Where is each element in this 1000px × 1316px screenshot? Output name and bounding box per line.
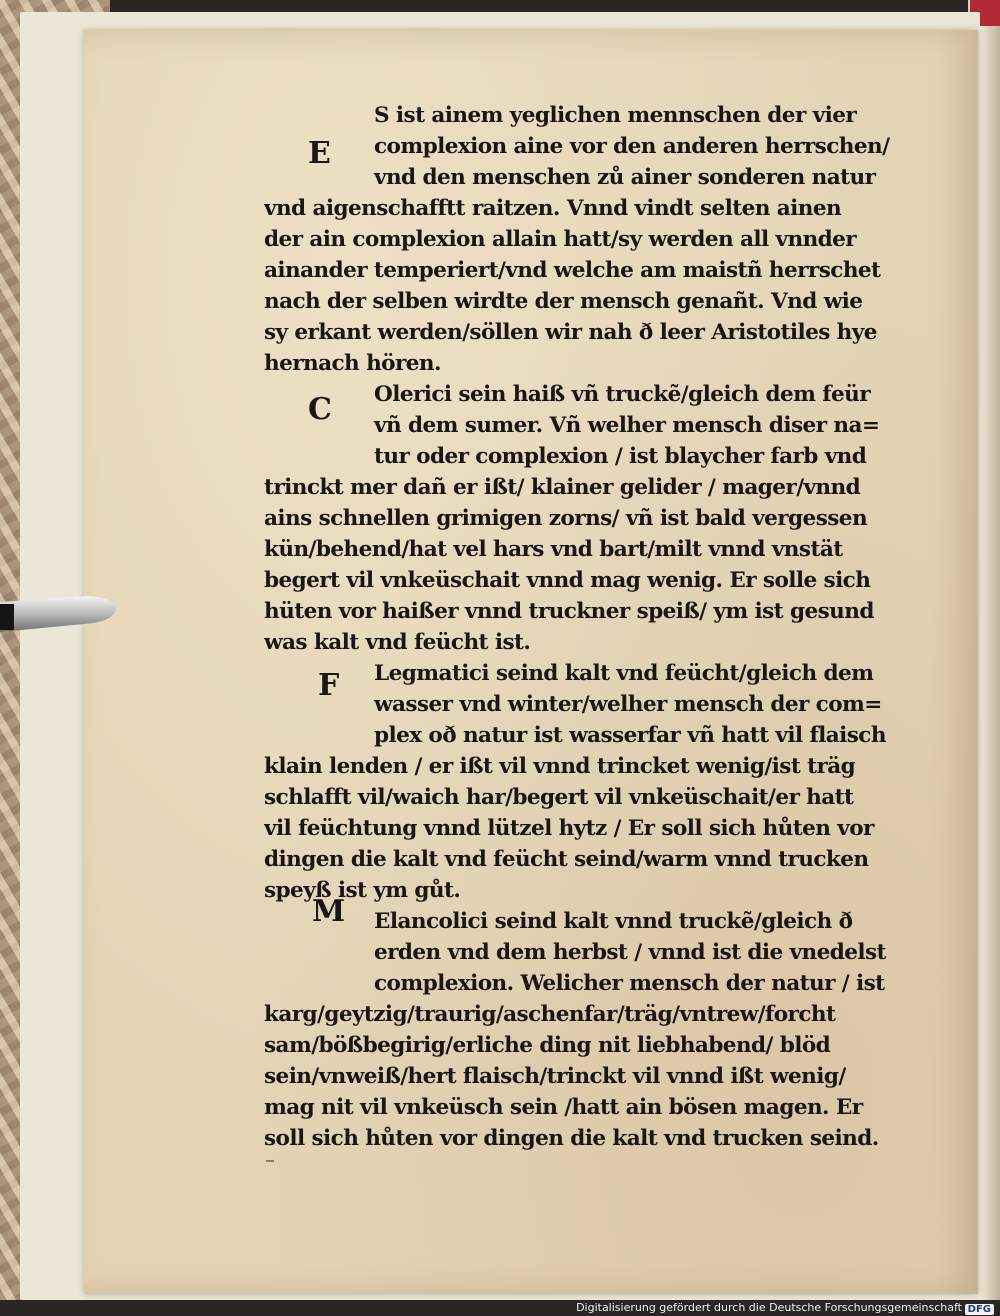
text-line: ains schnellen grimigen zorns/ vñ ist bald vergessen <box>264 506 868 531</box>
text-line: mag nit vil vnkeüsch sein /hatt ain bösen magen. Er <box>264 1095 863 1120</box>
page-clip-icon <box>0 592 120 636</box>
text-line: vnd den menschen zů ainer sonderen natur <box>374 165 876 190</box>
drop-initial-m: M <box>312 894 346 929</box>
digitization-credit: Digitalisierung gefördert durch die Deutsche Forschungsgemeinschaft <box>576 1301 962 1314</box>
text-line: Olerici sein haiß vñ truckẽ/gleich dem feür <box>374 382 871 407</box>
text-line: karg/geytzig/traurig/aschenfar/träg/vntrew/forcht <box>264 1002 836 1027</box>
text-line: Legmatici seind kalt vnd feücht/gleich dem <box>374 661 874 686</box>
text-line: vnd aigenschafftt raitzen. Vnnd vindt selten ainen <box>264 196 842 221</box>
dfg-logo: DFG <box>965 1304 994 1315</box>
text-line: nach der selben wirdte der mensch genañt. Vnd wie <box>264 289 863 314</box>
text-line: kün/behend/hat vel hars vnd bart/milt vnnd vnstät <box>264 537 843 562</box>
text-line: hüten vor haißer vnnd truckner speiß/ ym ist gesund <box>264 599 874 624</box>
text-line: complexion. Welicher mensch der natur / ist <box>374 971 885 996</box>
text-line: erden vnd dem herbst / vnnd ist die vnedelst <box>374 940 886 965</box>
text-line: sam/bößbegirig/erliche ding nit liebhabend/ blöd <box>264 1033 831 1058</box>
text-line: schlafft vil/waich har/begert vil vnkeüschait/er hatt <box>264 785 854 810</box>
text-line: ainander temperiert/vnd welche am maistñ herrschet <box>264 258 881 283</box>
text-line: was kalt vnd feücht ist. <box>264 630 531 655</box>
page-text <box>264 100 914 1154</box>
text-line: dingen die kalt vnd feücht seind/warm vnnd trucken <box>264 847 869 872</box>
text-line: der ain complexion allain hatt/sy werden all vnnder <box>264 227 857 252</box>
page-mark <box>266 1160 274 1162</box>
text-line: trinckt mer dañ er ißt/ klainer gelider / mager/vnnd <box>264 475 861 500</box>
text-line: speyß ist ym gůt. <box>264 878 461 903</box>
drop-initial-e: E <box>308 136 331 171</box>
text-line: sy erkant werden/söllen wir nah ð leer Aristotiles hye <box>264 320 877 345</box>
text-line: plex oð natur ist wasserfar vñ hatt vil flaisch <box>374 723 886 748</box>
text-line: complexion aine vor den anderen herrschen/ <box>374 134 890 159</box>
text-line: begert vil vnkeüschait vnnd mag wenig. Er solle sich <box>264 568 871 593</box>
text-line: klain lenden / er ißt vil vnnd trincket wenig/ist träg <box>264 754 856 779</box>
text-line: wasser vnd winter/welher mensch der com= <box>374 692 882 717</box>
drop-initial-f: F <box>318 668 340 703</box>
text-line: tur oder complexion / ist blaycher farb vnd <box>374 444 867 469</box>
text-line: vñ dem sumer. Vñ welher mensch diser na= <box>374 413 880 438</box>
text-line: vil feüchtung vnnd lützel hytz / Er soll sich hůten vor <box>264 816 874 841</box>
text-line: Elancolici seind kalt vnnd truckẽ/gleich ð <box>374 909 853 934</box>
text-line: hernach hören. <box>264 351 441 376</box>
drop-initial-c: C <box>308 392 332 427</box>
text-line: sein/vnweiß/hert flaisch/trinckt vil vnnd ißt wenig/ <box>264 1064 846 1089</box>
text-line: soll sich hůten vor dingen die kalt vnd trucken seind. <box>264 1126 879 1151</box>
text-line: S ist ainem yeglichen mennschen der vier <box>374 103 857 128</box>
